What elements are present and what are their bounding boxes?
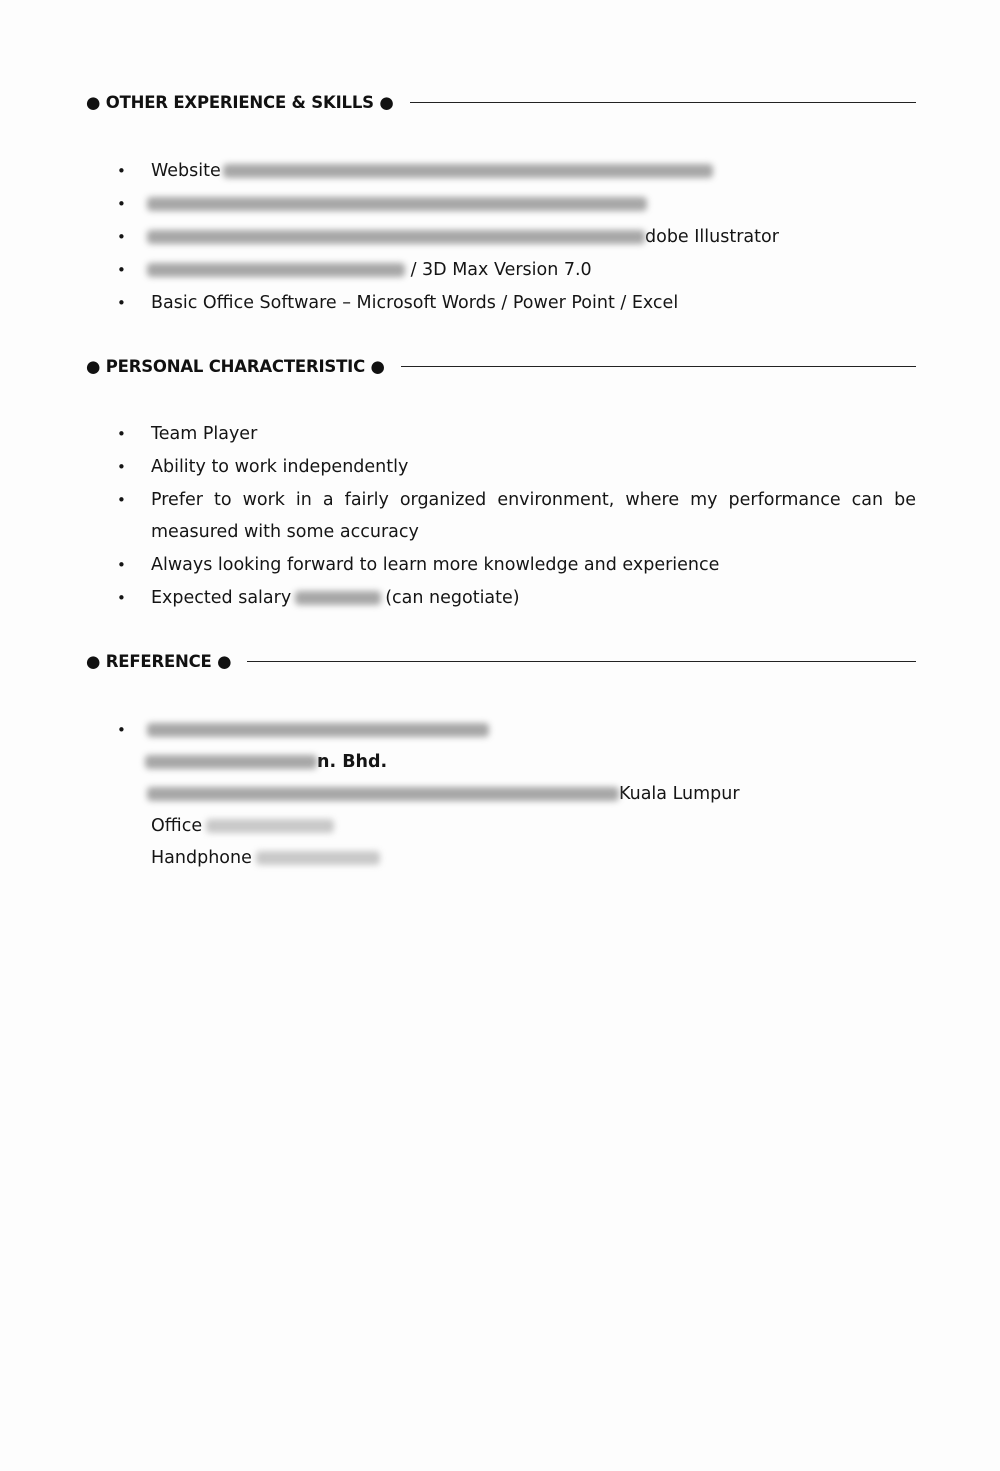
bullet-icon: • [117, 261, 126, 279]
characteristic-text: Ability to work independently [151, 457, 409, 477]
redacted-reference-name [147, 723, 489, 737]
section-title-reference: ● REFERENCE ● [86, 652, 232, 671]
section-title-other-experience: ● OTHER EXPERIENCE & SKILLS ● [86, 93, 394, 112]
skills-list [117, 155, 916, 320]
redacted-text [147, 230, 645, 244]
section-divider [401, 366, 916, 367]
characteristic-text: Team Player [151, 424, 258, 444]
reference-company-line [151, 746, 740, 778]
list-item [117, 418, 916, 450]
section-header-personal [86, 357, 916, 376]
bullet-icon: • [117, 589, 126, 607]
skill-text: / 3D Max Version 7.0 [410, 260, 592, 280]
redacted-text [223, 164, 713, 178]
bullet-icon: • [117, 556, 126, 574]
characteristic-text: Always looking forward to learn more knowledge and experience [151, 555, 720, 575]
section-divider [247, 661, 916, 662]
reference-address-line [151, 778, 740, 810]
handphone-label: Handphone [151, 848, 252, 868]
skill-text: Basic Office Software – Microsoft Words / Power Point / Excel [151, 293, 679, 313]
list-item [117, 582, 916, 614]
bullet-icon: • [117, 195, 126, 213]
office-label: Office [151, 816, 203, 836]
address-city: Kuala Lumpur [619, 784, 740, 804]
list-item [117, 287, 916, 319]
list-item [117, 549, 916, 581]
redacted-text [147, 263, 405, 277]
skill-text: Website [151, 161, 221, 181]
reference-name-line [117, 714, 740, 746]
bullet-icon: • [117, 425, 126, 443]
list-item [117, 188, 916, 220]
skill-text: dobe Illustrator [645, 227, 779, 247]
bullet-icon: • [117, 162, 126, 180]
reference-office-line [151, 810, 740, 842]
bullet-icon: • [117, 228, 126, 246]
list-item [117, 254, 916, 286]
redacted-office-phone [206, 819, 334, 833]
redacted-company [145, 755, 317, 769]
section-header-reference [86, 652, 916, 671]
section-title-personal: ● PERSONAL CHARACTERISTIC ● [86, 357, 385, 376]
bullet-icon: • [117, 294, 126, 312]
list-item [117, 155, 916, 187]
characteristic-list [117, 418, 916, 615]
redacted-text [147, 197, 647, 211]
bullet-icon: • [117, 458, 126, 476]
redacted-salary [295, 591, 381, 605]
salary-label: Expected salary [151, 588, 292, 608]
redacted-handphone [256, 851, 380, 865]
company-suffix: n. Bhd. [317, 752, 388, 772]
reference-handphone-line [151, 842, 740, 874]
section-header-other-experience [86, 93, 916, 112]
bullet-icon: • [117, 721, 126, 739]
section-divider [410, 102, 916, 103]
list-item [117, 451, 916, 483]
list-item [117, 221, 916, 253]
salary-note: (can negotiate) [385, 588, 520, 608]
bullet-icon: • [117, 491, 126, 509]
characteristic-text: Prefer to work in a fairly organized environment, where my performance can be measured with some accuracy [151, 490, 916, 542]
reference-entry [117, 714, 740, 874]
redacted-address [147, 787, 619, 801]
list-item [117, 484, 916, 548]
